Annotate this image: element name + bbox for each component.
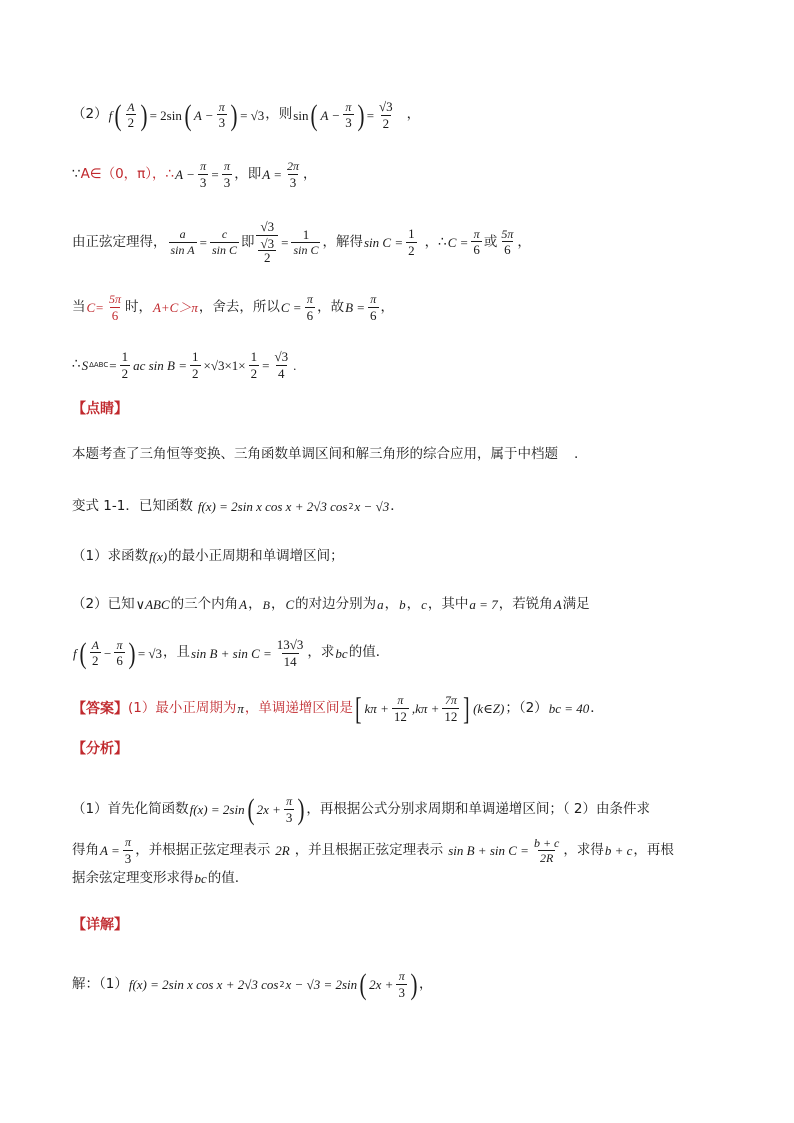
fraction: $\frac{\pi}{3}$: [223, 159, 231, 190]
solution-line-4: 当 C= $\frac{5\pi}{6}$ 时， A+C＞π ，舍去，所以 C = $\frac{\pi}{6}$ ，故 B = $\frac{\pi}{6}$ ，: [72, 292, 395, 323]
solution-line-5: ∴ S ΔABC = $\frac{1}{2}$ ac sin B = $\frac{1}{2}$ ×√3×1× $\frac{1}{2}$ = $\frac{√3}{4}$ .: [72, 349, 297, 381]
solution-line-1: （2） f ( $\frac{A}{2}$ ) = 2sin ( A − $\frac{\pi}{3}$ ) = √3 ，则 sin ( A − $\frac{\pi}{3}$ ) = $\frac{√3}{2}$ ，: [72, 98, 421, 132]
fraction: $\frac{√3}{4}$: [274, 349, 289, 381]
solution-line-2: ∵ A∈（0，π），∴ A − $\frac{\pi}{3}$ = $\frac{\pi}{3}$ ，即 A = $\frac{2\pi}{3}$ ，: [72, 159, 317, 190]
fraction: $\frac{\pi}{3}$: [199, 159, 207, 190]
fraction: $\frac{\pi}{12}$: [393, 693, 407, 724]
fraction: $\frac{\pi}{3}$: [398, 969, 405, 1000]
fraction: $\frac{\pi}{6}$: [306, 292, 314, 323]
fraction: $\frac{√3}{2}$: [379, 99, 393, 131]
fraction: $\frac{A}{2}$: [127, 99, 135, 131]
dianjing-text: 本题考查了三角恒等变换、三角函数单调区间和解三角形的综合应用，属于中档题 .: [72, 446, 579, 462]
fraction: $\frac{1}{\text{sin C}}$: [293, 226, 319, 258]
solution-detail-line-1: 解：（1） f(x) = 2sin x cos x + 2√3 cos 2 x − √3 = 2sin ( 2x + $\frac{\pi}{3}$ ) ，: [72, 968, 433, 1002]
fraction: $\frac{a}{\text{sin A}}$: [170, 227, 195, 257]
fraction: $\frac{\pi}{6}$: [473, 226, 480, 258]
fraction: $\frac{1}{2}$: [250, 349, 258, 381]
part-label: （2）: [72, 106, 108, 123]
fraction: $\frac{5\pi}{6}$: [108, 292, 121, 323]
section-fenxi-heading: 【分析】: [72, 741, 128, 757]
fraction: $\frac{\pi}{3}$: [218, 99, 226, 131]
fraction: $\frac{\pi}{3}$: [285, 794, 293, 825]
fraction: $\frac{5\pi}{6}$: [501, 226, 514, 258]
fraction: $\frac{\pi}{3}$: [124, 835, 132, 866]
section-dianjing-heading: 【点睛】: [72, 401, 128, 417]
question-part-1: （1）求函数 f(x) 的最小正周期和单调增区间；: [72, 548, 344, 565]
fraction: $\frac{\pi}{6}$: [116, 637, 123, 669]
question-part-2: （2）已知 ∨ABC 的三个内角 A ， B ， C 的对边分别为 a ， b ， c ，其中 a = 7 ，若锐角 A 满足: [72, 596, 590, 613]
solution-line-3: 由正弦定理得， $\frac{a}{\text{sin A}}$ = $\frac{c}{\text{sin C}}$ 即 √3 √3 2 = $\frac{1}{\text{sin C}}$ ，解得 sin C = $\frac{1}{2}$ ，∴ C = $\frac{\pi}{6}$ 或 $\frac{5\pi}{6}$ ，: [72, 219, 531, 266]
fraction: $\frac{2\pi}{3}$: [286, 159, 299, 190]
fraction: $\frac{c}{\text{sin C}}$: [211, 227, 237, 257]
compound-fraction: √3 √3 2: [256, 220, 278, 265]
answer-line: 【答案】 (1）最小正周期为 π ，单调递增区间是 [ kπ + $\frac{\pi}{12}$ ,kπ + $\frac{7\pi}{12}$ ] (k∈Z) ；（2） bc = 40 ．: [72, 690, 604, 727]
fraction: $\frac{1}{2}$: [192, 349, 199, 381]
section-xiangjie-heading: 【详解】: [72, 917, 128, 933]
variant-problem-line: 变式 1-1．已知函数 f(x) = 2sin x cos x + 2√3 cos 2 x − √3 ．: [72, 498, 404, 515]
analysis-line-1: （1）首先化简函数 f(x) = 2sin ( 2x + $\frac{\pi}{3}$ ) ，再根据公式分别求周期和单调递增区间；（ 2）由条件求: [72, 793, 651, 827]
fraction: $\frac{1}{2}$: [408, 226, 415, 258]
fraction: $\frac{\pi}{3}$: [345, 99, 352, 131]
fraction: $\frac{13√3}{14}$: [276, 637, 304, 669]
fraction: $\frac{1}{2}$: [121, 349, 129, 381]
analysis-line-2: 得角 A = $\frac{\pi}{3}$ ，并根据正弦定理表示 2R ，并且根据正弦定理表示 sin B + sin C = $\frac{b + c}{2R}$ ，求得 b + c ，再根: [72, 835, 674, 866]
fraction: $\frac{\pi}{6}$: [370, 292, 377, 323]
fraction: $\frac{b + c}{2R}$: [533, 835, 560, 866]
fraction: $\frac{7\pi}{12}$: [444, 693, 458, 724]
analysis-line-3: 据余弦定理变形求得 bc 的值.: [72, 870, 240, 887]
fraction: $\frac{A}{2}$: [91, 637, 99, 669]
question-part-2-condition: f ( $\frac{A}{2}$ − $\frac{\pi}{6}$ ) = √3 ，且 sin B + sin C = $\frac{13√3}{14}$ ，求 bc 的值．: [73, 636, 390, 670]
